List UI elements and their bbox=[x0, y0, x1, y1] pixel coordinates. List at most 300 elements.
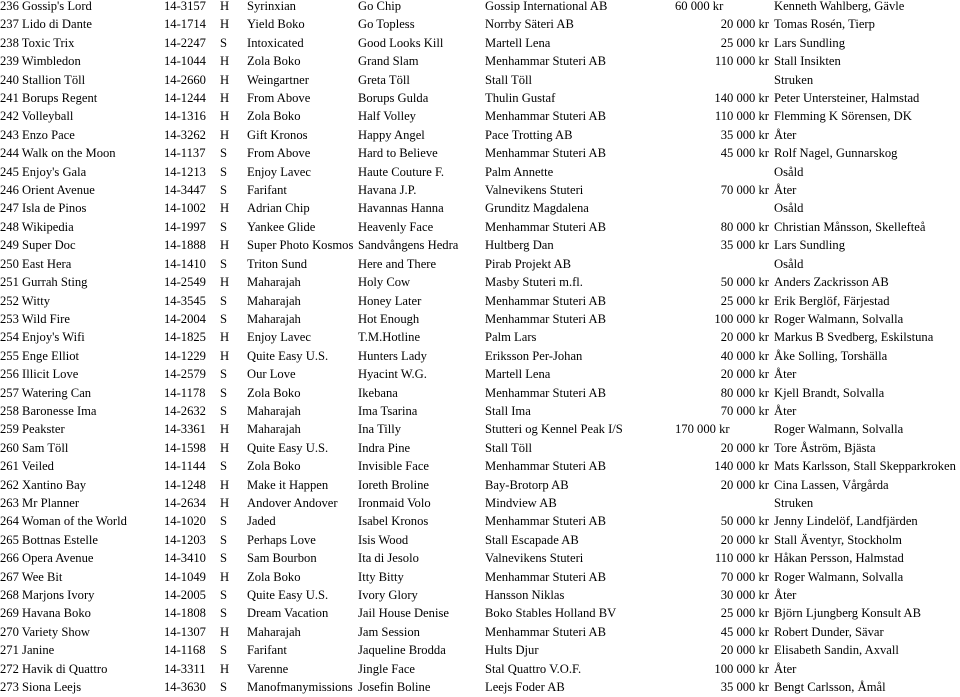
sire: Maharajah bbox=[247, 624, 301, 639]
sire: Manofmanymissions bbox=[247, 680, 353, 695]
sire: Perhaps Love bbox=[247, 532, 316, 547]
horse-name: 273 Siona Leejs bbox=[0, 680, 82, 695]
price: 100 000 kr bbox=[714, 311, 769, 326]
seller: Palm Lars bbox=[485, 330, 537, 345]
price: 20 000 kr bbox=[720, 477, 769, 492]
registration-number: 14-1316 bbox=[164, 109, 206, 124]
buyer: Roger Walmann, Solvalla bbox=[774, 569, 904, 584]
horse-name: 254 Enjoy's Wifi bbox=[0, 330, 85, 345]
sire: Intoxicated bbox=[247, 35, 304, 50]
seller: Stall Töll bbox=[485, 72, 532, 87]
registration-number: 14-3630 bbox=[164, 680, 206, 695]
registration-number: 14-3361 bbox=[164, 422, 206, 437]
registration-number: 14-3545 bbox=[164, 293, 206, 308]
dam: Here and There bbox=[358, 256, 437, 271]
price: 110 000 kr bbox=[714, 54, 769, 69]
buyer: Osåld bbox=[774, 256, 804, 271]
horse-name: 243 Enzo Pace bbox=[0, 127, 75, 142]
sire: Maharajah bbox=[247, 422, 301, 437]
sire: From Above bbox=[247, 91, 311, 106]
sex: S bbox=[220, 367, 228, 382]
sex: S bbox=[220, 606, 228, 621]
price: 170 000 kr bbox=[675, 422, 730, 437]
table-row bbox=[0, 476, 960, 494]
horse-name: 259 Peakster bbox=[0, 422, 65, 437]
table-row bbox=[0, 89, 960, 107]
table-row bbox=[0, 365, 960, 383]
dam: Hard to Believe bbox=[358, 146, 438, 161]
dam: Jam Session bbox=[358, 624, 420, 639]
price: 20 000 kr bbox=[720, 330, 769, 345]
seller: Eriksson Per-Johan bbox=[485, 348, 583, 363]
sire: Quite Easy U.S. bbox=[247, 440, 329, 455]
price: 40 000 kr bbox=[720, 348, 769, 363]
table-row bbox=[0, 347, 960, 365]
registration-number: 14-1307 bbox=[164, 624, 206, 639]
horse-name: 252 Witty bbox=[0, 293, 50, 308]
seller: Hansson Niklas bbox=[485, 588, 565, 602]
sire: Adrian Chip bbox=[247, 201, 310, 216]
dam: Hyacint W.G. bbox=[358, 367, 427, 382]
seller: Menhammar Stuteri AB bbox=[485, 109, 607, 124]
buyer: Anders Zackrisson AB bbox=[774, 275, 889, 290]
sex: H bbox=[220, 109, 230, 124]
sire: Zola Boko bbox=[247, 385, 301, 400]
seller: Menhammar Stuteri AB bbox=[485, 293, 607, 308]
dam: Good Looks Kill bbox=[358, 35, 444, 50]
sex: S bbox=[220, 385, 228, 400]
dam: Honey Later bbox=[358, 293, 422, 308]
price: 80 000 kr bbox=[720, 219, 769, 234]
seller: Menhammar Stuteri AB bbox=[485, 146, 607, 161]
price: 20 000 kr bbox=[720, 367, 769, 382]
table-row bbox=[0, 292, 960, 310]
dam: Ikebana bbox=[358, 385, 398, 400]
sex: S bbox=[220, 514, 228, 529]
price: 45 000 kr bbox=[720, 624, 769, 639]
dam: Greta Töll bbox=[358, 72, 410, 87]
table-row bbox=[0, 144, 960, 162]
registration-number: 14-1808 bbox=[164, 606, 206, 621]
registration-number: 14-2247 bbox=[164, 35, 206, 50]
horse-name: 236 Gossip's Lord bbox=[0, 0, 92, 13]
table-row bbox=[0, 310, 960, 328]
table-row bbox=[0, 641, 960, 659]
horse-name: 263 Mr Planner bbox=[0, 495, 80, 510]
price: 25 000 kr bbox=[720, 606, 769, 621]
registration-number: 14-3262 bbox=[164, 127, 206, 142]
sire: Weingartner bbox=[247, 72, 309, 87]
table-row bbox=[0, 52, 960, 70]
dam: Hunters Lady bbox=[358, 348, 427, 363]
buyer: Lars Sundling bbox=[774, 238, 846, 253]
sex: S bbox=[220, 588, 228, 602]
sex: S bbox=[220, 35, 228, 50]
seller: Hultberg Dan bbox=[485, 238, 554, 253]
dam: Hot Enough bbox=[358, 311, 420, 326]
dam: Ironmaid Volo bbox=[358, 495, 431, 510]
dam: Jaqueline Brodda bbox=[358, 643, 446, 658]
buyer: Tore Åström, Bjästa bbox=[774, 440, 876, 455]
horse-name: 260 Sam Töll bbox=[0, 440, 69, 455]
horse-name: 250 East Hera bbox=[0, 256, 72, 271]
registration-number: 14-1997 bbox=[164, 219, 206, 234]
price: 70 000 kr bbox=[720, 403, 769, 418]
registration-number: 14-1244 bbox=[164, 91, 206, 106]
sire: Syrinxian bbox=[247, 0, 296, 13]
sire: Jaded bbox=[247, 514, 276, 529]
sex: H bbox=[220, 0, 230, 13]
horse-name: 264 Woman of the World bbox=[0, 514, 127, 529]
buyer: Åter bbox=[774, 183, 797, 198]
sire: Farifant bbox=[247, 643, 287, 658]
buyer: Struken bbox=[774, 495, 814, 510]
price: 20 000 kr bbox=[720, 532, 769, 547]
sex: H bbox=[220, 569, 230, 584]
price: 30 000 kr bbox=[720, 588, 769, 602]
buyer: Jenny Lindelöf, Landfjärden bbox=[774, 514, 918, 529]
seller: Stall Töll bbox=[485, 440, 532, 455]
seller: Menhammar Stuteri AB bbox=[485, 459, 607, 474]
registration-number: 14-1178 bbox=[164, 385, 206, 400]
buyer: Åter bbox=[774, 403, 797, 418]
table-row bbox=[0, 0, 960, 15]
dam: Ima Tsarina bbox=[358, 403, 418, 418]
registration-number: 14-1213 bbox=[164, 164, 206, 179]
buyer: Stall Äventyr, Stockholm bbox=[774, 532, 902, 547]
registration-number: 14-1248 bbox=[164, 477, 206, 492]
registration-number: 14-1229 bbox=[164, 348, 206, 363]
table-row bbox=[0, 34, 960, 52]
dam: Havannas Hanna bbox=[358, 201, 444, 216]
seller: Leejs Foder AB bbox=[485, 680, 565, 695]
sire: Zola Boko bbox=[247, 54, 301, 69]
buyer: Åter bbox=[774, 127, 797, 142]
sex: H bbox=[220, 440, 230, 455]
sex: H bbox=[220, 624, 230, 639]
dam: Josefin Boline bbox=[358, 680, 431, 695]
registration-number: 14-2634 bbox=[164, 495, 206, 510]
table-row bbox=[0, 107, 960, 125]
horse-name: 270 Variety Show bbox=[0, 624, 91, 639]
seller: Menhammar Stuteri AB bbox=[485, 385, 607, 400]
price: 20 000 kr bbox=[720, 17, 769, 32]
seller: Thulin Gustaf bbox=[485, 91, 556, 106]
sex: S bbox=[220, 311, 228, 326]
registration-number: 14-2549 bbox=[164, 275, 206, 290]
buyer: Peter Untersteiner, Halmstad bbox=[774, 91, 920, 106]
dam: Indra Pine bbox=[358, 440, 411, 455]
sex: S bbox=[220, 459, 228, 474]
price: 110 000 kr bbox=[714, 109, 769, 124]
table-row bbox=[0, 623, 960, 641]
table-row bbox=[0, 199, 960, 217]
table-row bbox=[0, 586, 960, 604]
sire: Our Love bbox=[247, 367, 296, 382]
sex: S bbox=[220, 532, 228, 547]
sex: H bbox=[220, 348, 230, 363]
seller: Bay-Brotorp AB bbox=[485, 477, 569, 492]
dam: Ina Tilly bbox=[358, 422, 402, 437]
sire: Andover Andover bbox=[247, 495, 338, 510]
registration-number: 14-1410 bbox=[164, 256, 206, 271]
horse-name: 253 Wild Fire bbox=[0, 311, 70, 326]
horse-name: 267 Wee Bit bbox=[0, 569, 63, 584]
sire: Enjoy Lavec bbox=[247, 330, 311, 345]
table-row bbox=[0, 439, 960, 457]
seller: Stall Escapade AB bbox=[485, 532, 579, 547]
sex: S bbox=[220, 256, 228, 271]
dam: Jingle Face bbox=[358, 661, 416, 676]
dam: Sandvångens Hedra bbox=[358, 238, 459, 253]
dam: Isabel Kronos bbox=[358, 514, 429, 529]
horse-name: 258 Baronesse Ima bbox=[0, 403, 97, 418]
sire: Yankee Glide bbox=[247, 219, 316, 234]
seller: Mindview AB bbox=[485, 495, 557, 510]
seller: Stall Ima bbox=[485, 403, 531, 418]
sire: Triton Sund bbox=[247, 256, 308, 271]
registration-number: 14-1049 bbox=[164, 569, 206, 584]
buyer: Åter bbox=[774, 588, 797, 602]
sex: S bbox=[220, 680, 228, 695]
horse-name: 257 Watering Can bbox=[0, 385, 92, 400]
buyer: Markus B Svedberg, Eskilstuna bbox=[774, 330, 934, 345]
table-row bbox=[0, 384, 960, 402]
registration-number: 14-1137 bbox=[164, 146, 206, 161]
price: 35 000 kr bbox=[720, 238, 769, 253]
table-row bbox=[0, 568, 960, 586]
dam: Itty Bitty bbox=[358, 569, 404, 584]
registration-number: 14-2004 bbox=[164, 311, 206, 326]
seller: Martell Lena bbox=[485, 35, 551, 50]
registration-number: 14-1002 bbox=[164, 201, 206, 216]
sire: Enjoy Lavec bbox=[247, 164, 311, 179]
price: 25 000 kr bbox=[720, 293, 769, 308]
sire: Zola Boko bbox=[247, 569, 301, 584]
sex: S bbox=[220, 164, 228, 179]
horse-name: 251 Gurrah Sting bbox=[0, 275, 88, 290]
buyer: Osåld bbox=[774, 201, 804, 216]
table-row bbox=[0, 402, 960, 420]
horse-name: 255 Enge Elliot bbox=[0, 348, 80, 363]
dam: Ita di Jesolo bbox=[358, 551, 419, 566]
buyer: Håkan Persson, Halmstad bbox=[774, 551, 904, 566]
horse-name: 245 Enjoy's Gala bbox=[0, 164, 87, 179]
sire: Sam Bourbon bbox=[247, 551, 317, 566]
dam: Holy Cow bbox=[358, 275, 411, 290]
table-row bbox=[0, 604, 960, 622]
horse-name: 268 Marjons Ivory bbox=[0, 588, 95, 602]
buyer: Åke Solling, Torshälla bbox=[774, 348, 888, 363]
buyer: Erik Berglöf, Färjestad bbox=[774, 293, 890, 308]
buyer: Lars Sundling bbox=[774, 35, 846, 50]
seller: Menhammar Stuteri AB bbox=[485, 624, 607, 639]
horse-name: 261 Veiled bbox=[0, 459, 54, 474]
horse-name: 237 Lido di Dante bbox=[0, 17, 92, 32]
sex: H bbox=[220, 127, 230, 142]
seller: Menhammar Stuteri AB bbox=[485, 514, 607, 529]
horse-name: 239 Wimbledon bbox=[0, 54, 81, 69]
registration-number: 14-1203 bbox=[164, 532, 206, 547]
seller: Pace Trotting AB bbox=[485, 127, 573, 142]
table-row bbox=[0, 71, 960, 89]
price: 45 000 kr bbox=[720, 146, 769, 161]
price: 20 000 kr bbox=[720, 440, 769, 455]
buyer: Roger Walmann, Solvalla bbox=[774, 311, 904, 326]
sex: H bbox=[220, 54, 230, 69]
table-row bbox=[0, 531, 960, 549]
buyer: Rolf Nagel, Gunnarskog bbox=[774, 146, 898, 161]
table-row bbox=[0, 236, 960, 254]
dam: Heavenly Face bbox=[358, 219, 434, 234]
seller: Menhammar Stuteri AB bbox=[485, 311, 607, 326]
horse-name: 266 Opera Avenue bbox=[0, 551, 94, 566]
table-row bbox=[0, 678, 960, 696]
sire: From Above bbox=[247, 146, 311, 161]
table-row bbox=[0, 420, 960, 438]
sire: Quite Easy U.S. bbox=[247, 588, 329, 602]
buyer: Struken bbox=[774, 72, 814, 87]
sire: Make it Happen bbox=[247, 477, 329, 492]
sex: H bbox=[220, 201, 230, 216]
table-row bbox=[0, 163, 960, 181]
sex: H bbox=[220, 661, 230, 676]
seller: Grunditz Magdalena bbox=[485, 201, 589, 216]
sire: Maharajah bbox=[247, 293, 301, 308]
registration-number: 14-1825 bbox=[164, 330, 206, 345]
buyer: Flemming K Sörensen, DK bbox=[774, 109, 912, 124]
table-row bbox=[0, 273, 960, 291]
price: 25 000 kr bbox=[720, 35, 769, 50]
table-row bbox=[0, 660, 960, 678]
registration-number: 14-1144 bbox=[164, 459, 206, 474]
table-row bbox=[0, 218, 960, 236]
registration-number: 14-3447 bbox=[164, 183, 206, 198]
registration-number: 14-2632 bbox=[164, 403, 206, 418]
table-row bbox=[0, 15, 960, 33]
buyer: Cina Lassen, Vårgårda bbox=[774, 477, 889, 492]
price: 140 000 kr bbox=[714, 91, 769, 106]
sex: H bbox=[220, 238, 230, 253]
sire: Maharajah bbox=[247, 275, 301, 290]
dam: Borups Gulda bbox=[358, 91, 429, 106]
dam: Half Volley bbox=[358, 109, 416, 124]
sex: S bbox=[220, 219, 228, 234]
seller: Valnevikens Stuteri bbox=[485, 551, 584, 566]
price: 110 000 kr bbox=[714, 551, 769, 566]
seller: Pirab Projekt AB bbox=[485, 256, 572, 271]
price: 80 000 kr bbox=[720, 385, 769, 400]
registration-number: 14-1044 bbox=[164, 54, 206, 69]
seller: Menhammar Stuteri AB bbox=[485, 569, 607, 584]
horse-name: 242 Volleyball bbox=[0, 109, 74, 124]
horse-name: 247 Isla de Pinos bbox=[0, 201, 87, 216]
sex: H bbox=[220, 275, 230, 290]
dam: Go Chip bbox=[358, 0, 402, 13]
dam: Invisible Face bbox=[358, 459, 429, 474]
seller: Menhammar Stuteri AB bbox=[485, 54, 607, 69]
horse-name: 240 Stallion Töll bbox=[0, 72, 86, 87]
dam: Havana J.P. bbox=[358, 183, 417, 198]
sex: H bbox=[220, 17, 230, 32]
sire: Maharajah bbox=[247, 403, 301, 418]
horse-name: 256 Illicit Love bbox=[0, 367, 79, 382]
sex: S bbox=[220, 183, 228, 198]
table-row bbox=[0, 494, 960, 512]
horse-name: 271 Janine bbox=[0, 643, 55, 658]
price: 140 000 kr bbox=[714, 459, 769, 474]
horse-name: 246 Orient Avenue bbox=[0, 183, 95, 198]
horse-name: 272 Havik di Quattro bbox=[0, 661, 108, 676]
sex: H bbox=[220, 422, 230, 437]
dam: Ivory Glory bbox=[358, 588, 418, 602]
sex: H bbox=[220, 72, 230, 87]
seller: Valnevikens Stuteri bbox=[485, 183, 584, 198]
price: 60 000 kr bbox=[675, 0, 724, 13]
buyer: Åter bbox=[774, 661, 797, 676]
sex: S bbox=[220, 293, 228, 308]
sex: H bbox=[220, 330, 230, 345]
table-row bbox=[0, 255, 960, 273]
buyer: Elisabeth Sandin, Axvall bbox=[774, 643, 899, 658]
horse-name: 265 Bottnas Estelle bbox=[0, 532, 98, 547]
dam: Ioreth Broline bbox=[358, 477, 429, 492]
registration-number: 14-3410 bbox=[164, 551, 206, 566]
sex: H bbox=[220, 495, 230, 510]
price: 100 000 kr bbox=[714, 661, 769, 676]
sire: Super Photo Kosmos bbox=[247, 238, 354, 253]
buyer: Robert Dunder, Sävar bbox=[774, 624, 884, 639]
sire: Varenne bbox=[247, 661, 289, 676]
buyer: Kenneth Wahlberg, Gävle bbox=[774, 0, 905, 13]
price: 50 000 kr bbox=[720, 514, 769, 529]
registration-number: 14-2005 bbox=[164, 588, 206, 602]
sire: Quite Easy U.S. bbox=[247, 348, 329, 363]
horse-name: 249 Super Doc bbox=[0, 238, 76, 253]
registration-number: 14-3311 bbox=[164, 661, 206, 676]
dam: Isis Wood bbox=[358, 532, 409, 547]
buyer: Kjell Brandt, Solvalla bbox=[774, 385, 885, 400]
registration-number: 14-3157 bbox=[164, 0, 206, 13]
table-row bbox=[0, 126, 960, 144]
registration-number: 14-1020 bbox=[164, 514, 206, 529]
table-row bbox=[0, 549, 960, 567]
registration-number: 14-1168 bbox=[164, 643, 206, 658]
price: 20 000 kr bbox=[720, 643, 769, 658]
seller: Boko Stables Holland BV bbox=[485, 606, 617, 621]
registration-number: 14-2660 bbox=[164, 72, 206, 87]
horse-name: 238 Toxic Trix bbox=[0, 35, 75, 50]
seller: Stal Quattro V.O.F. bbox=[485, 661, 582, 676]
seller: Palm Annette bbox=[485, 164, 554, 179]
table-row bbox=[0, 328, 960, 346]
registration-number: 14-1714 bbox=[164, 17, 206, 32]
sire: Maharajah bbox=[247, 311, 301, 326]
horse-name: 244 Walk on the Moon bbox=[0, 146, 116, 161]
price: 50 000 kr bbox=[720, 275, 769, 290]
registration-number: 14-1888 bbox=[164, 238, 206, 253]
seller: Hults Djur bbox=[485, 643, 539, 658]
sire: Yield Boko bbox=[247, 17, 305, 32]
table-row bbox=[0, 512, 960, 530]
buyer: Björn Ljungberg Konsult AB bbox=[774, 606, 922, 621]
seller: Masby Stuteri m.fl. bbox=[485, 275, 583, 290]
price: 70 000 kr bbox=[720, 183, 769, 198]
buyer: Stall Insikten bbox=[774, 54, 841, 69]
buyer: Christian Månsson, Skellefteå bbox=[774, 219, 926, 234]
sex: H bbox=[220, 477, 230, 492]
sire: Farifant bbox=[247, 183, 287, 198]
